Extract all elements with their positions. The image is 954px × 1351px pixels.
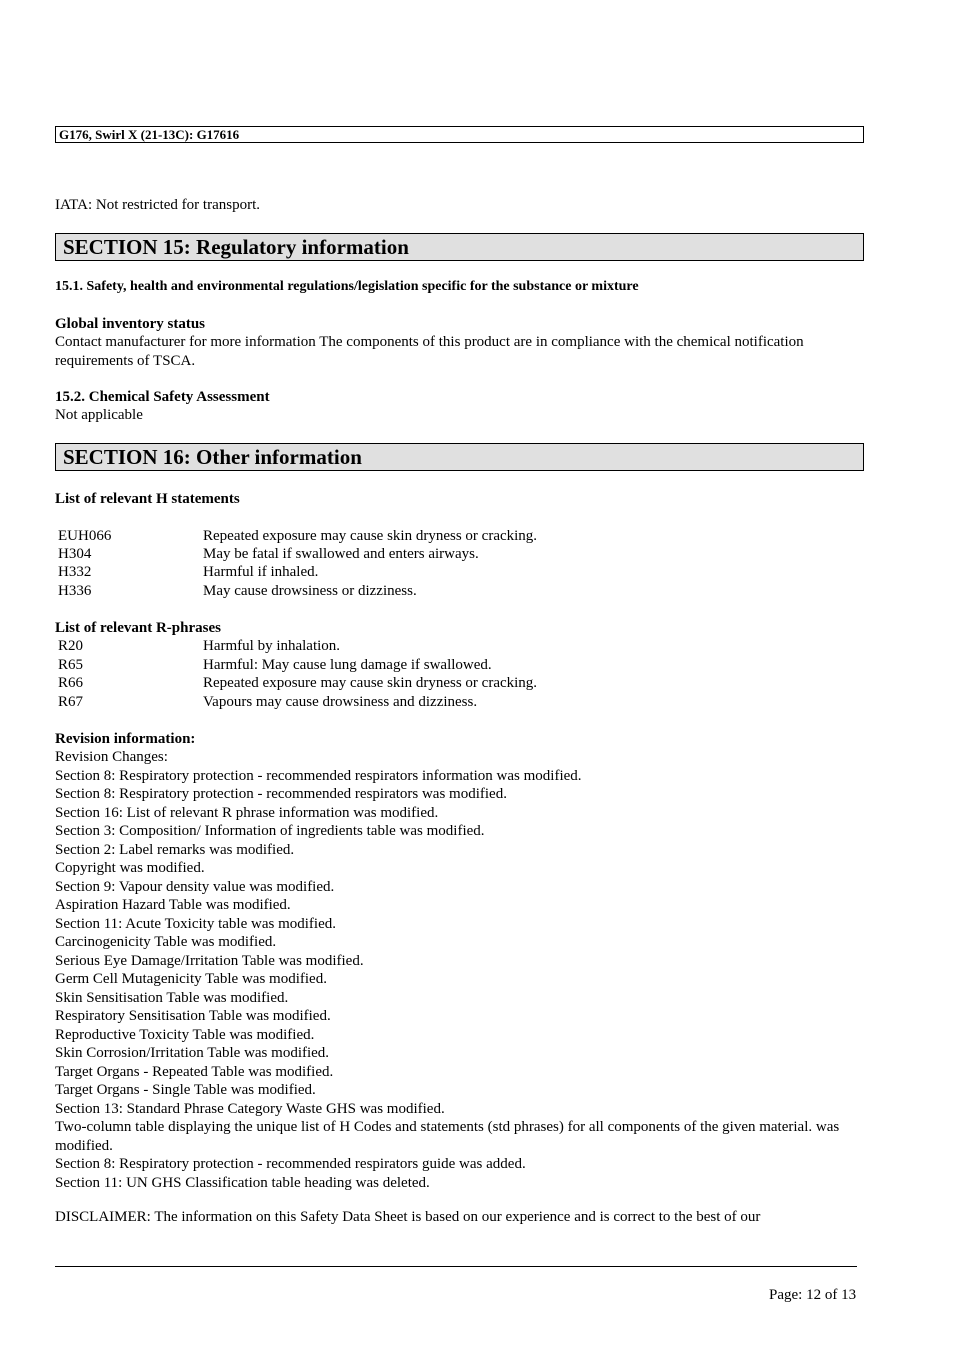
r-phrase-code: R20 [58, 638, 84, 654]
section-15-title: SECTION 15: Regulatory information [55, 233, 864, 261]
revision-item: Section 11: Acute Toxicity table was modified. [55, 915, 336, 932]
h-statement-code: H304 [58, 546, 92, 562]
revision-item: Carcinogenicity Table was modified. [55, 934, 277, 950]
global-inventory-text: Contact manufacturer for more information The components of this product are in compliance with the chemical notification requirements of TSCA. [55, 334, 804, 369]
revision-heading: Revision information: [55, 731, 196, 747]
h-statement-code: H332 [58, 564, 92, 580]
h-statement-text: May cause drowsiness or dizziness. [203, 583, 417, 599]
product-header: G176, Swirl X (21-13C): G17616 [55, 126, 864, 143]
iata-text: IATA: Not restricted for transport. [55, 197, 260, 213]
h-statements-heading: List of relevant H statements [55, 491, 240, 507]
section-15-2-heading: 15.2. Chemical Safety Assessment [55, 389, 270, 405]
global-inventory-heading: Global inventory status [55, 316, 206, 332]
revision-item: Section 11: UN GHS Classification table heading was deleted. [55, 1174, 430, 1191]
revision-item: Two-column table displaying the unique list of H Codes and statements (std phrases) for all components of the given material. was modified. [55, 1119, 840, 1154]
section-15-2-text: Not applicable [55, 407, 143, 423]
r-phrase-text: Harmful by inhalation. [203, 638, 341, 654]
h-statement-text: May be fatal if swallowed and enters airways. [203, 546, 479, 562]
section-15-1-heading: 15.1. Safety, health and environmental regulations/legislation specific for the substance or mixture [55, 279, 639, 294]
r-phrase-text: Vapours may cause drowsiness and dizziness. [203, 694, 478, 710]
r-phrase-code: R66 [58, 675, 84, 691]
revision-list [55, 748, 865, 1192]
revision-item: Section 16: List of relevant R phrase information was modified. [55, 804, 439, 821]
r-phrase-text: Repeated exposure may cause skin dryness or cracking. [203, 675, 538, 691]
revision-item: Section 8: Respiratory protection - recommended respirators information was modified. [55, 767, 582, 784]
revision-item: Target Organs - Single Table was modified. [55, 1082, 316, 1098]
section-16-title: SECTION 16: Other information [55, 443, 864, 471]
revision-item: Target Organs - Repeated Table was modified. [55, 1063, 334, 1080]
revision-item: Copyright was modified. [55, 860, 205, 876]
h-statement-code: H336 [58, 583, 92, 599]
revision-item: Serious Eye Damage/Irritation Table was modified. [55, 952, 364, 969]
revision-item: Section 2: Label remarks was modified. [55, 841, 295, 858]
r-phrase-code: R65 [58, 657, 84, 673]
revision-item: Aspiration Hazard Table was modified. [55, 897, 291, 913]
revision-item: Section 3: Composition/ Information of ingredients table was modified. [55, 823, 485, 839]
r-phrase-text: Harmful: May cause lung damage if swallowed. [203, 657, 492, 673]
h-statement-text: Harmful if inhaled. [203, 564, 319, 580]
h-statement-code: EUH066 [58, 528, 112, 544]
revision-item: Reproductive Toxicity Table was modified. [55, 1026, 315, 1043]
revision-item: Skin Sensitisation Table was modified. [55, 989, 289, 1006]
r-phrase-code: R67 [58, 694, 84, 710]
revision-item: Respiratory Sensitisation Table was modified. [55, 1008, 331, 1024]
revision-item: Section 8: Respiratory protection - recommended respirators guide was added. [55, 1156, 526, 1172]
disclaimer-text: DISCLAIMER: The information on this Safety Data Sheet is based on our experience and is correct to the best of our [55, 1209, 761, 1225]
revision-item: Germ Cell Mutagenicity Table was modified. [55, 971, 327, 987]
footer-divider [55, 1266, 857, 1267]
h-statement-text: Repeated exposure may cause skin dryness or cracking. [203, 528, 538, 544]
revision-item: Section 8: Respiratory protection - recommended respirators was modified. [55, 786, 507, 802]
revision-item: Section 13: Standard Phrase Category Waste GHS was modified. [55, 1100, 445, 1117]
r-phrases-heading: List of relevant R-phrases [55, 620, 221, 636]
revision-item: Section 9: Vapour density value was modified. [55, 878, 335, 895]
revision-item: Revision Changes: [55, 749, 168, 765]
page-number: Page: 12 of 13 [769, 1287, 857, 1303]
revision-item: Skin Corrosion/Irritation Table was modified. [55, 1045, 330, 1061]
